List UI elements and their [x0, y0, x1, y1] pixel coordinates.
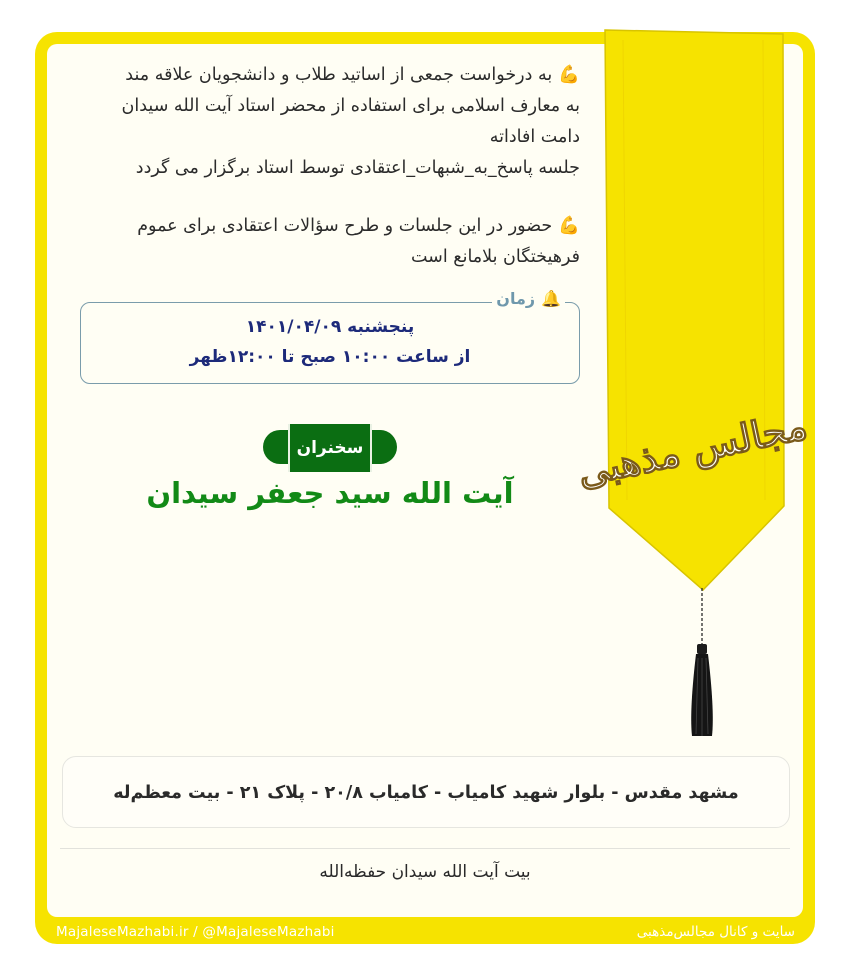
- bell-icon: 🔔: [541, 289, 561, 308]
- time-label: 🔔زمان: [492, 289, 565, 308]
- ribbon-shape: [605, 30, 784, 590]
- watermark-site: MajaleseMazhabi.ir / @MajaleseMazhabi: [56, 924, 335, 940]
- watermark-channel: سایت و کانال مجالس‌مذهبی: [636, 924, 795, 940]
- speaker-badge-label: سخنران: [288, 424, 372, 472]
- announcement-paragraph-1: [80, 60, 580, 184]
- ribbon-banner: [573, 30, 811, 590]
- address-box: مشهد مقدس - بلوار شهید کامیاب - کامیاب ۲۰/۸ - پلاک ۲۱ - بیت معظم‌له: [62, 756, 790, 828]
- svg-text:مجالس مذهبی: مجالس مذهبی: [573, 402, 811, 496]
- time-box: [80, 289, 580, 384]
- announcement-paragraph-2: [80, 211, 580, 273]
- flexed-arm-icon: 💪: [558, 65, 580, 85]
- speaker-name: آیت الله سید جعفر سیدان: [146, 476, 514, 510]
- footer-divider: [60, 848, 790, 849]
- paragraph-line: جلسه پاسخ_به_شبهات_اعتقادی توسط استاد برگزار می گردد: [135, 158, 580, 178]
- paragraph-line: دامت افاداته: [489, 127, 580, 147]
- paragraph-line: فرهیختگان بلامانع است: [411, 247, 580, 267]
- tassel-icon: [680, 588, 724, 743]
- event-date: پنجشنبه ۱۴۰۱/۰۴/۰۹: [245, 317, 415, 337]
- paragraph-line: 💪حضور در این جلسات و طرح سؤالات اعتقادی برای عموم: [137, 216, 580, 236]
- event-hours: از ساعت ۱۰:۰۰ صبح تا ۱۲:۰۰ظهر: [189, 347, 471, 367]
- footer-title: بیت آیت الله سیدان حفظه‌الله: [319, 862, 531, 882]
- speaker-badge: [263, 424, 397, 472]
- paragraph-line: 💪به درخواست جمعی از اساتید طلاب و دانشجویان علاقه مند: [125, 65, 580, 85]
- flexed-arm-icon: 💪: [558, 216, 580, 236]
- paragraph-line: به معارف اسلامی برای استفاده از محضر استاد آیت الله سیدان: [121, 96, 580, 116]
